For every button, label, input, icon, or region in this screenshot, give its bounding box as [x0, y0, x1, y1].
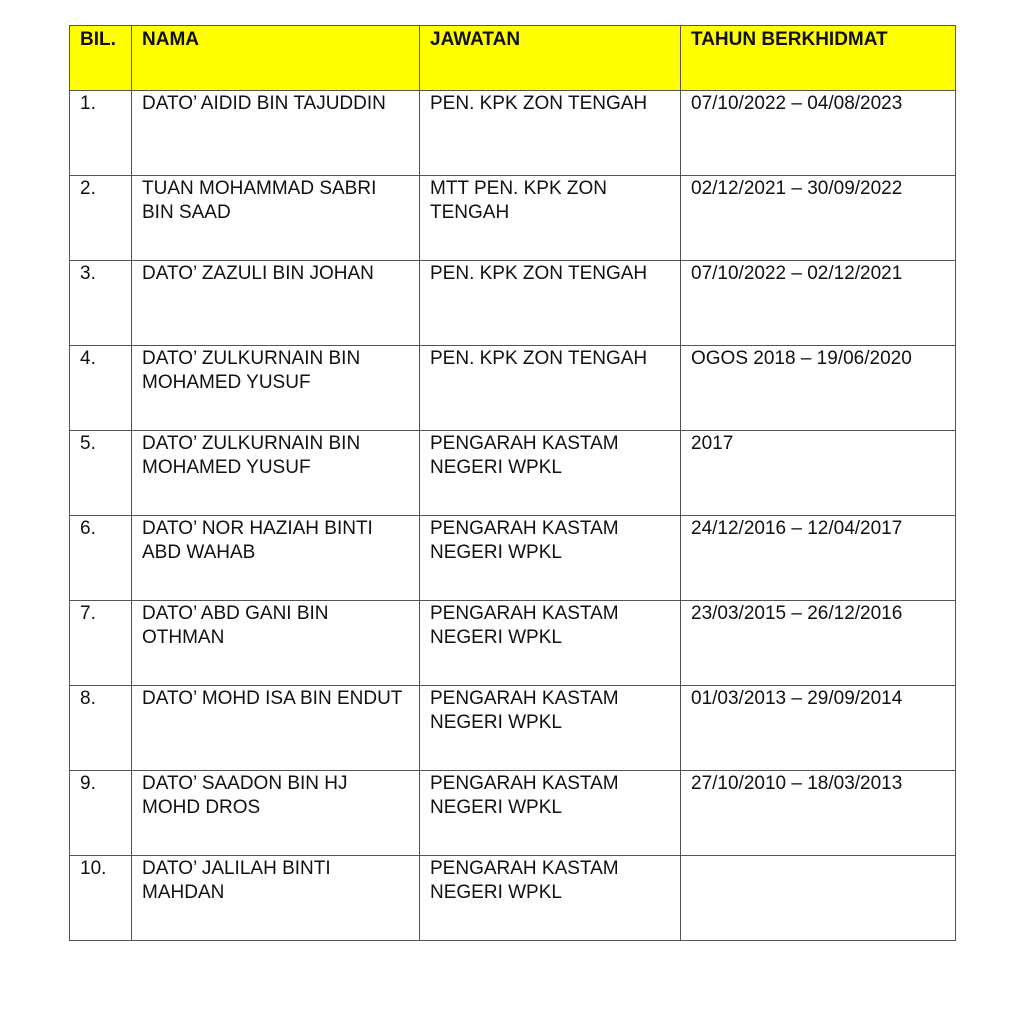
cell-nama: TUAN MOHAMMAD SABRI BIN SAAD: [132, 176, 420, 261]
cell-bil: 8.: [70, 686, 132, 771]
cell-jawatan: PENGARAH KASTAM NEGERI WPKL: [420, 601, 681, 686]
cell-tahun: 23/03/2015 – 26/12/2016: [681, 601, 956, 686]
cell-jawatan: PENGARAH KASTAM NEGERI WPKL: [420, 856, 681, 941]
header-nama: NAMA: [132, 26, 420, 91]
cell-bil: 6.: [70, 516, 132, 601]
cell-jawatan: PEN. KPK ZON TENGAH: [420, 91, 681, 176]
cell-tahun: OGOS 2018 – 19/06/2020: [681, 346, 956, 431]
table-row: [70, 346, 956, 431]
cell-jawatan: PENGARAH KASTAM NEGERI WPKL: [420, 771, 681, 856]
cell-tahun: 07/10/2022 – 04/08/2023: [681, 91, 956, 176]
cell-tahun: 2017: [681, 431, 956, 516]
table-row: [70, 601, 956, 686]
cell-bil: 1.: [70, 91, 132, 176]
directors-table: [69, 25, 956, 941]
cell-nama: DATO’ ZULKURNAIN BIN MOHAMED YUSUF: [132, 431, 420, 516]
table-header: [70, 26, 956, 91]
cell-nama: DATO’ NOR HAZIAH BINTI ABD WAHAB: [132, 516, 420, 601]
cell-tahun: 02/12/2021 – 30/09/2022: [681, 176, 956, 261]
cell-nama: DATO’ ZAZULI BIN JOHAN: [132, 261, 420, 346]
cell-jawatan: PENGARAH KASTAM NEGERI WPKL: [420, 686, 681, 771]
header-row: [70, 26, 956, 91]
cell-nama: DATO’ ZULKURNAIN BIN MOHAMED YUSUF: [132, 346, 420, 431]
cell-bil: 4.: [70, 346, 132, 431]
cell-bil: 7.: [70, 601, 132, 686]
header-tahun: TAHUN BERKHIDMAT: [681, 26, 956, 91]
cell-bil: 2.: [70, 176, 132, 261]
cell-tahun: 24/12/2016 – 12/04/2017: [681, 516, 956, 601]
header-bil: BIL.: [70, 26, 132, 91]
cell-jawatan: MTT PEN. KPK ZON TENGAH: [420, 176, 681, 261]
cell-nama: DATO’ JALILAH BINTI MAHDAN: [132, 856, 420, 941]
table-row: [70, 431, 956, 516]
table-row: [70, 516, 956, 601]
cell-tahun: 27/10/2010 – 18/03/2013: [681, 771, 956, 856]
cell-bil: 5.: [70, 431, 132, 516]
table-body: [70, 91, 956, 941]
table-row: [70, 91, 956, 176]
cell-nama: DATO’ ABD GANI BIN OTHMAN: [132, 601, 420, 686]
table-row: [70, 856, 956, 941]
cell-nama: DATO’ MOHD ISA BIN ENDUT: [132, 686, 420, 771]
table-row: [70, 771, 956, 856]
cell-tahun: 07/10/2022 – 02/12/2021: [681, 261, 956, 346]
cell-bil: 10.: [70, 856, 132, 941]
table-row: [70, 261, 956, 346]
table-row: [70, 686, 956, 771]
cell-tahun: [681, 856, 956, 941]
header-jawatan: JAWATAN: [420, 26, 681, 91]
cell-jawatan: PEN. KPK ZON TENGAH: [420, 346, 681, 431]
cell-tahun: 01/03/2013 – 29/09/2014: [681, 686, 956, 771]
cell-jawatan: PENGARAH KASTAM NEGERI WPKL: [420, 431, 681, 516]
cell-bil: 3.: [70, 261, 132, 346]
cell-bil: 9.: [70, 771, 132, 856]
table-row: [70, 176, 956, 261]
cell-nama: DATO’ AIDID BIN TAJUDDIN: [132, 91, 420, 176]
cell-jawatan: PENGARAH KASTAM NEGERI WPKL: [420, 516, 681, 601]
cell-jawatan: PEN. KPK ZON TENGAH: [420, 261, 681, 346]
cell-nama: DATO’ SAADON BIN HJ MOHD DROS: [132, 771, 420, 856]
